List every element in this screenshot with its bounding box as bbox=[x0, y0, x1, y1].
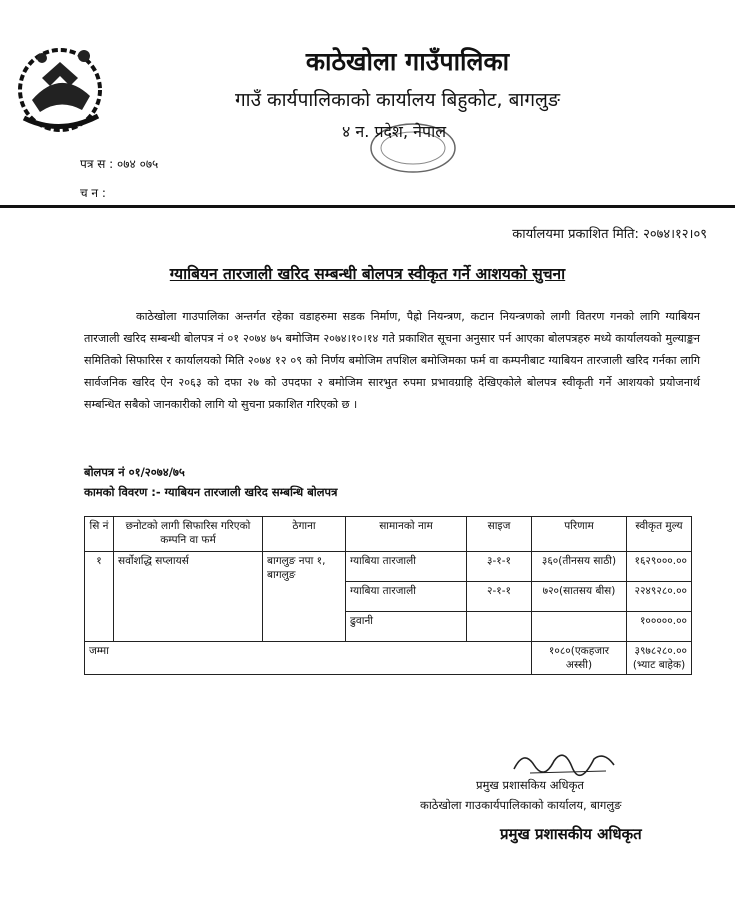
office-subtitle: गाउँ कार्यपालिकाको कार्यालय बिहुकोट, बागलुङ bbox=[234, 89, 561, 111]
bid-table bbox=[84, 516, 692, 675]
cell-size bbox=[467, 612, 532, 642]
cell-price: २२४९२८०.०० bbox=[627, 582, 692, 612]
municipality-title: काठेखोला गाउँपालिका bbox=[305, 47, 510, 76]
cell-size: ३-१-१ bbox=[467, 552, 532, 582]
header-sn: सि नं bbox=[85, 517, 114, 552]
cell-quantity: ७२०(सातसय बीस) bbox=[532, 582, 627, 612]
notice-heading: ग्याबियन तारजाली खरिद सम्बन्धी बोलपत्र स्वीकृत गर्ने आशयको सुचना bbox=[169, 265, 566, 283]
notice-body: काठेखोला गाउपालिका अन्तर्गत रहेका वडाहरुमा सडक निर्माण, पैह्रो नियन्त्रण, कटान नियन्त्रणको लागी वितरण गनको लागि ग्याबियन तारजाली खरिद सम्बन्धी बोलपत्र नं ०१ २०७४ ७५ बमोजिम २०७४।१०।१४ गते प्रकाशित सूचना अनुसार पर्न आएका बोलपत्रहरु मध्ये कार्यालयको मुल्याङ्कन समितिको सिफारिस र कार्यालयको मिति २०७४ १२ ०९ को निर्णय बमोजिम तपशिल बमोजिमका फर्म वा कम्पनीबाट ग्याबियन तारजाली खरिद गर्नका लागि सार्वजनिक खरिद ऐन २०६३ को दफा २७ को उपदफा २ बमोजिम सारभुत रुपमा प्रभावग्राहि देखिएकोले बोलपत्र स्वीकृती गर्ने आशयको प्रयोजनार्थ सम्बन्धित सबैको जानकारीको लागि यो सुचना प्रकाशित गरिएको छ । bbox=[84, 310, 700, 411]
cell-price: १६२९०००.०० bbox=[627, 552, 692, 582]
table-total-row bbox=[85, 642, 692, 675]
header-size: साइज bbox=[467, 517, 532, 552]
province-line: ४ न. प्रदेश, नेपाल bbox=[342, 122, 447, 141]
signature-icon bbox=[510, 745, 620, 777]
table-row bbox=[85, 552, 692, 582]
cell-quantity bbox=[532, 612, 627, 642]
header-item-name: सामानको नाम bbox=[346, 517, 467, 552]
cell-size: २-१-१ bbox=[467, 582, 532, 612]
header-price: स्वीकृत मुल्य bbox=[627, 517, 692, 552]
cell-price: १०००००.०० bbox=[627, 612, 692, 642]
table-header-row bbox=[85, 517, 692, 552]
total-quantity: १०८०(एकहजार अस्सी) bbox=[532, 642, 627, 675]
header-firm: छनोटको लागी सिफारिस गरिएको कम्पनि वा फर्म bbox=[114, 517, 263, 552]
signatory-title-stamp: प्रमुख प्रशासकीय अधिकृत bbox=[500, 825, 642, 843]
header-address: ठेगाना bbox=[263, 517, 346, 552]
total-price: ३९७८२८०.०० bbox=[634, 645, 687, 657]
header-quantity: परिणाम bbox=[532, 517, 627, 552]
cell-address: बागलुङ नपा १, बागलुङ bbox=[263, 552, 346, 642]
letter-number: पत्र स : ०७४ ०७५ bbox=[80, 157, 159, 171]
total-price-cell bbox=[627, 642, 692, 675]
signatory-title: प्रमुख प्रशासकिय अधिकृत bbox=[476, 778, 584, 792]
cell-item-name: ढुवानी bbox=[346, 612, 467, 642]
signatory-office: काठेखोला गाउकार्यपालिकाको कार्यालय, बागलुङ bbox=[420, 798, 622, 812]
cell-sn: १ bbox=[85, 552, 114, 642]
work-description: कामको विवरण :- ग्याबियन तारजाली खरिद सम्बन्धि बोलपत्र bbox=[84, 485, 338, 499]
cell-item-name: ग्याबिया तारजाली bbox=[346, 552, 467, 582]
total-label: जम्मा bbox=[85, 642, 532, 675]
publication-date: कार्यालयमा प्रकाशित मिति: २०७४।१२।०९ bbox=[512, 227, 707, 242]
dispatch-number: च न : bbox=[80, 186, 106, 200]
cell-item-name: ग्याबिया तारजाली bbox=[346, 582, 467, 612]
bid-number: बोलपत्र नं ०१/२०७४/७५ bbox=[84, 465, 185, 479]
cell-quantity: ३६०(तीनसय साठी) bbox=[532, 552, 627, 582]
cell-firm: सर्वोशद्धि सप्लायर्स bbox=[114, 552, 263, 642]
header-divider bbox=[0, 205, 735, 208]
total-note: (भ्याट बाहेक) bbox=[632, 659, 686, 671]
